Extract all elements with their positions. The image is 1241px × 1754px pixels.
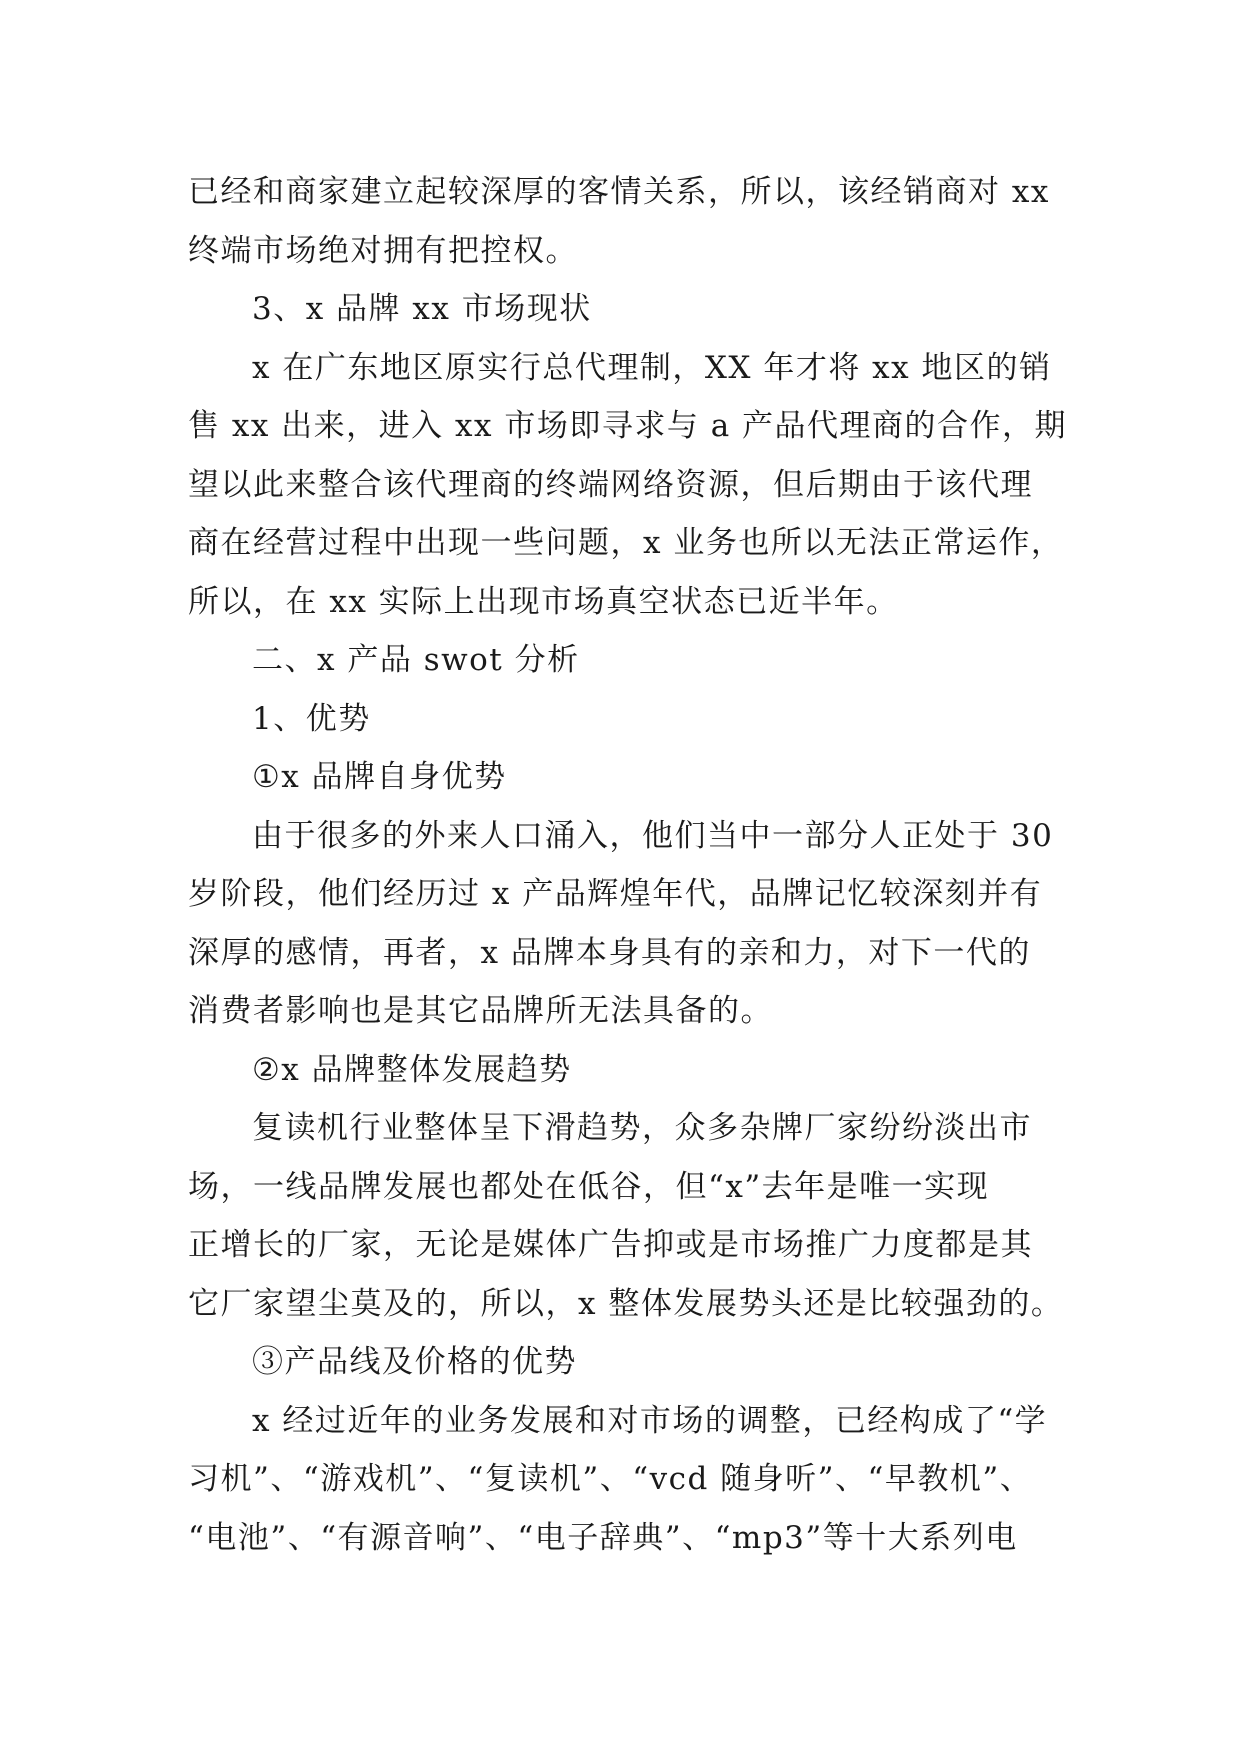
text-line: x 在广东地区原实行总代理制，XX 年才将 xx 地区的销 <box>252 349 1052 386</box>
text-line: 售 xx 出来，进入 xx 市场即寻求与 a 产品代理商的合作，期 <box>188 408 1068 444</box>
text-line: 望以此来整合该代理商的终端网络资源，但后期由于该代理 <box>188 466 1033 503</box>
text-line: 二、x 产品 swot 分析 <box>252 642 580 678</box>
text-line: 深厚的感情，再者，x 品牌本身具有的亲和力，对下一代的 <box>188 934 1031 971</box>
text-line: 商在经营过程中出现一些问题，x 业务也所以无法正常运作， <box>188 525 1064 561</box>
text-line: 岁阶段，他们经历过 x 产品辉煌年代，品牌记忆较深刻并有 <box>188 876 1043 912</box>
text-line: 3、x 品牌 xx 市场现状 <box>252 291 592 327</box>
text-line: 由于很多的外来人口涌入，他们当中一部分人正处于 30 <box>252 817 1054 854</box>
text-line: ②x 品牌整体发展趋势 <box>252 1051 572 1088</box>
text-line: 1、优势 <box>252 700 371 737</box>
text-line: 它厂家望尘莫及的，所以，x 整体发展势头还是比较强劲的。 <box>188 1285 1064 1322</box>
document-body <box>188 163 1068 1567</box>
text-line: 终端市场绝对拥有把控权。 <box>188 232 578 269</box>
text-line: ①x 品牌自身优势 <box>252 759 507 795</box>
text-line: 消费者影响也是其它品牌所无法具备的。 <box>188 993 773 1029</box>
text-line: 所以，在 xx 实际上出现市场真空状态已近半年。 <box>188 583 899 620</box>
text-line: 场，一线品牌发展也都处在低谷，但“x”去年是唯一实现 <box>188 1168 990 1205</box>
text-line: 已经和商家建立起较深厚的客情关系，所以，该经销商对 xx <box>188 174 1050 210</box>
text-line: ③产品线及价格的优势 <box>252 1344 577 1380</box>
text-line: 复读机行业整体呈下滑趋势，众多杂牌厂家纷纷淡出市 <box>252 1110 1032 1146</box>
text-line: 正增长的厂家，无论是媒体广告抑或是市场推广力度都是其 <box>188 1227 1033 1263</box>
text-line: 习机”、“游戏机”、“复读机”、“vcd 随身听”、“早教机”、 <box>188 1461 1033 1497</box>
text-line: “电池”、“有源音响”、“电子辞典”、“mp3”等十大系列电 <box>188 1519 1018 1556</box>
text-line: x 经过近年的业务发展和对市场的调整，已经构成了“学 <box>252 1402 1048 1439</box>
